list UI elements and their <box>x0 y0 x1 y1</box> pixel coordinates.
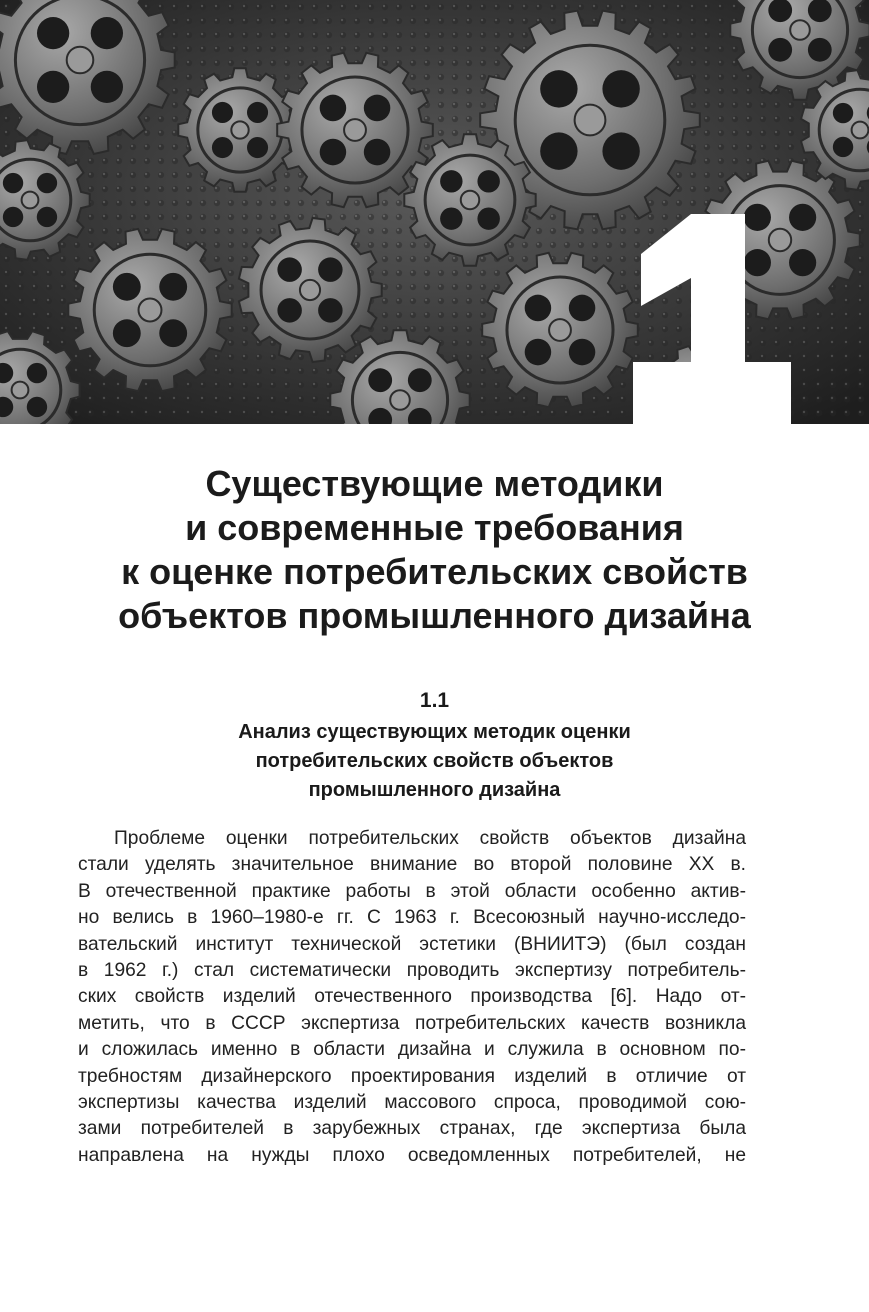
paragraph-line: В отечественной практике работы в этой области особенно актив- <box>78 880 746 902</box>
chapter-banner <box>0 0 869 424</box>
paragraph-line: в 1962 г.) стал систематически проводить экспертизу потребитель- <box>78 960 746 982</box>
paragraph-line: и сложилась именно в области дизайна и служила в основном по- <box>78 1039 746 1061</box>
chapter-title-line: к оценке потребительских свойств <box>121 551 748 592</box>
body-paragraph <box>78 826 746 1169</box>
paragraph-line: метить, что в СССР экспертиза потребительских качеств возникла <box>78 1012 746 1034</box>
chapter-title <box>0 462 869 638</box>
section-number: 1.1 <box>419 689 450 712</box>
paragraph-line: экспертизы качества изделий массового спроса, проводимой сою- <box>78 1092 746 1114</box>
section-title-line: потребительских свойств объектов <box>255 750 614 772</box>
section-title <box>0 718 869 805</box>
paragraph-line: требностям дизайнерского проектирования изделий в отличие от <box>78 1065 746 1087</box>
section-title-line: промышленного дизайна <box>308 779 561 801</box>
paragraph-line: но велись в 1960–1980-е гг. С 1963 г. Всесоюзный научно-исследо- <box>78 907 746 929</box>
paragraph-line: вательский институт технической эстетики (ВНИИТЭ) (был создан <box>78 933 746 955</box>
chapter-title-line: Существующие методики <box>205 463 664 504</box>
chapter-number-glyph <box>633 194 791 424</box>
paragraph-line: стали уделять значительное внимание во второй половине XX в. <box>78 854 746 876</box>
paragraph-line: зами потребителей в зарубежных странах, где экспертиза была <box>78 1118 746 1140</box>
chapter-title-line: объектов промышленного дизайна <box>118 595 751 636</box>
paragraph-line: направлена на нужды плохо осведомленных потребителей, не <box>78 1144 746 1166</box>
paragraph-line: Проблеме оценки потребительских свойств объектов дизайна <box>114 828 746 849</box>
section-title-line: Анализ существующих методик оценки <box>238 721 631 743</box>
paragraph-line: ских свойств изделий отечественного производства [6]. Надо от- <box>78 986 746 1008</box>
chapter-title-line: и современные требования <box>185 507 684 548</box>
